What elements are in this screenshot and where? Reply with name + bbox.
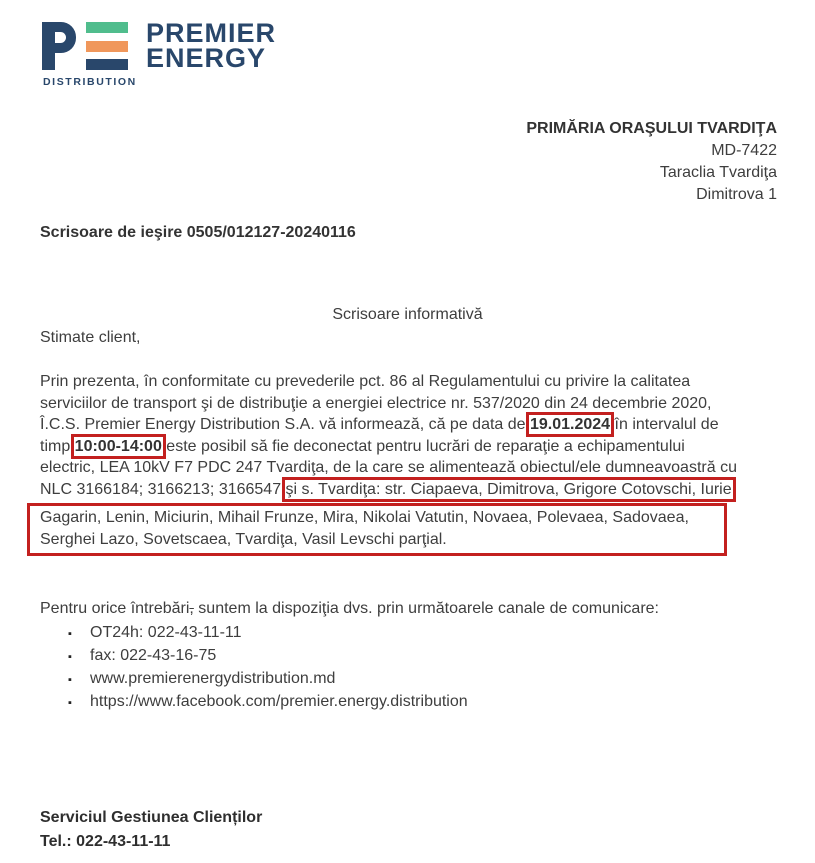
contact-item-text: https://www.facebook.com/premier.energy.distribution <box>90 693 468 710</box>
body-paragraph <box>40 371 800 556</box>
contact-item-text: OT24h: 022-43-11-11 <box>90 624 242 641</box>
contact-item <box>40 691 659 714</box>
red-highlighted-text: 19.01.2024 <box>530 416 611 433</box>
paragraph-line <box>40 479 800 501</box>
contact-item <box>40 645 659 668</box>
paragraph-text: Prin prezenta, în conformitate cu prevederile pct. 86 al Regulamentului cu privire la calitatea <box>40 373 691 390</box>
logo-e-bars-icon <box>86 22 128 70</box>
red-highlighted-text: şi s. Tvardiţa: str. Ciapaeva, Dimitrova, Grigore Cotovschi, Iurie <box>285 480 732 498</box>
square-bullet-icon: ▪ <box>68 697 72 709</box>
recipient-block <box>526 118 777 206</box>
footer-phone: Tel.: 022-43-11-11 <box>40 833 171 850</box>
contact-item <box>40 668 659 691</box>
red-highlighted-text: 10:00-14:00 <box>74 437 162 455</box>
recipient-postal-code: MD-7422 <box>711 142 777 159</box>
footer-block <box>40 806 262 854</box>
recipient-name: PRIMĂRIA ORAŞULUI TVARDIŢA <box>526 120 777 137</box>
logo-premier-label: PREMIER <box>146 18 277 48</box>
recipient-address: Dimitrova 1 <box>696 186 777 203</box>
paragraph-line <box>40 436 800 458</box>
document-title: Scrisoare informativă <box>332 306 483 323</box>
red-box-block <box>27 503 727 556</box>
footer-department: Serviciul Gestiunea Clienților <box>40 809 263 826</box>
paragraph-text: este posibil să fie deconectat pentru lucrări de reparaţie a echipamentului <box>161 437 685 455</box>
paragraph-text: timp <box>40 437 75 455</box>
premier-energy-logo <box>42 18 277 88</box>
logo-wordmark <box>146 18 277 73</box>
logo-bar-orange <box>86 41 128 52</box>
square-bullet-icon: ▪ <box>68 628 72 640</box>
paragraph-text: NLC 3166184; 3166213; 3166547 <box>40 480 286 498</box>
letter-number: Scrisoare de ieşire 0505/012127-20240116 <box>40 224 356 241</box>
logo-distribution-label: DISTRIBUTION <box>43 76 137 88</box>
contact-intro-text: Pentru orice întrebări <box>40 600 190 617</box>
red-boxed-line: Serghei Lazo, Sovetscaea, Tvardiţa, Vasil Levschi parţial. <box>40 530 447 548</box>
paragraph-line <box>40 457 800 479</box>
paragraph-text: în intervalul de <box>610 416 719 433</box>
paragraph-line <box>40 414 800 436</box>
paragraph-line <box>40 371 800 393</box>
red-boxed-line: Gagarin, Lenin, Miciurin, Mihail Frunze, Mira, Nikolai Vatutin, Novaea, Polevaea, Sadovaea, <box>40 509 689 526</box>
paragraph-text: serviciilor de transport şi de distribuţie a energiei electrice nr. 537/2020 din 24 decembrie 2020, <box>40 394 712 412</box>
logo-p-letter <box>42 22 76 70</box>
square-bullet-icon: ▪ <box>68 651 72 663</box>
recipient-locality: Taraclia Tvardiţa <box>659 164 777 181</box>
paragraph-text: electric, LEA 10kV F7 PDC 247 Tvardiţa, de la care se alimentează obiectul/ele dumneavoastră cu <box>40 459 737 476</box>
pe-logo-icon <box>42 20 137 88</box>
logo-bar-green <box>86 22 128 33</box>
contact-item-text: www.premierenergydistribution.md <box>90 670 336 687</box>
contact-intro-text-cont: suntem la dispoziţia dvs. prin următoarele canale de comunicare: <box>193 600 659 617</box>
contact-bullet-list <box>40 622 659 714</box>
body-paragraph-lines <box>40 371 800 500</box>
paragraph-text: Î.C.S. Premier Energy Distribution S.A. vă informează, că pe data de <box>40 416 530 433</box>
struck-comma: , <box>189 600 194 617</box>
logo-bar-navy <box>86 59 128 70</box>
contact-item <box>40 622 659 645</box>
contact-intro <box>40 598 659 620</box>
salutation: Stimate client, <box>40 329 141 346</box>
logo-energy-label: ENERGY <box>146 43 267 73</box>
square-bullet-icon: ▪ <box>68 674 72 686</box>
contact-section <box>40 598 659 714</box>
contact-item-text: fax: 022-43-16-75 <box>90 647 217 664</box>
paragraph-line <box>40 393 800 415</box>
